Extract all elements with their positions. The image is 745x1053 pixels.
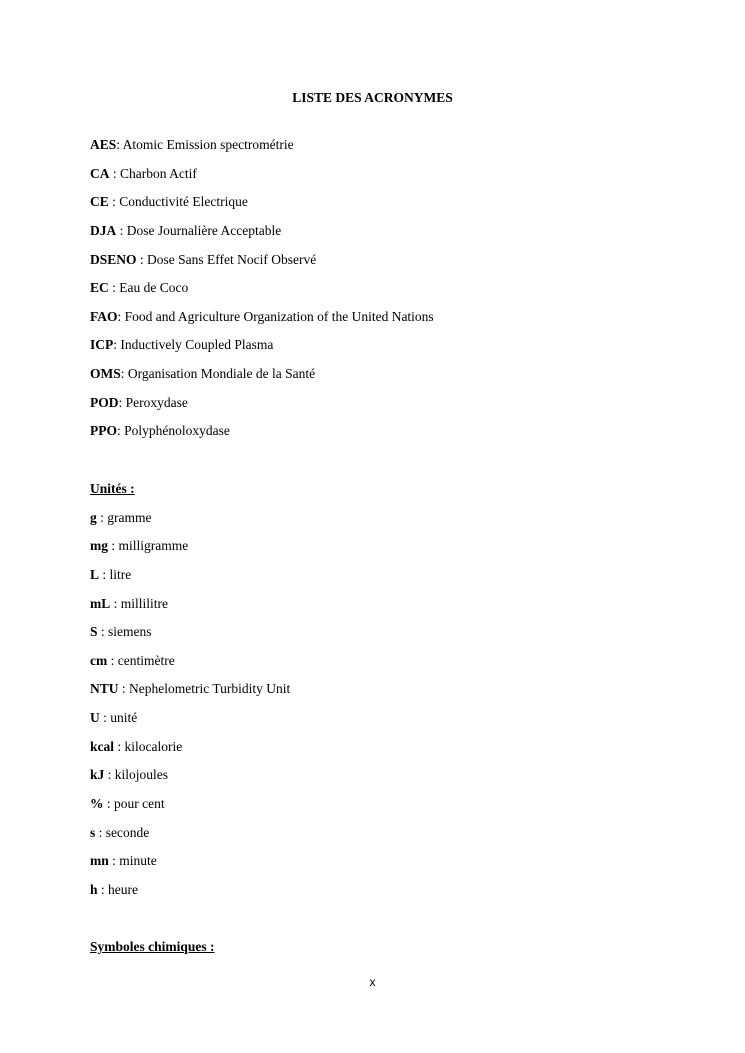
acronym-entry-definition: : Dose Journalière Acceptable: [116, 222, 282, 238]
unit-entry: [90, 766, 710, 795]
acronym-entry-definition: : Food and Agriculture Organization of the United Nations: [117, 308, 434, 324]
unit-entry-definition: : minute: [108, 853, 157, 869]
acronym-entry-definition: : Dose Sans Effet Nocif Observé: [136, 251, 317, 267]
unit-entry-definition: : litre: [99, 566, 132, 582]
unit-entry-definition: : seconde: [95, 824, 150, 840]
unit-entry-definition: : kilocalorie: [114, 738, 183, 754]
unit-entry: [90, 595, 710, 624]
acronym-entry-definition: : Peroxydase: [118, 394, 188, 410]
unit-entry-abbr: mL: [90, 595, 111, 611]
unit-entry-abbr: kcal: [90, 738, 115, 754]
acronym-entry-definition: : Atomic Emission spectrométrie: [116, 137, 294, 152]
acronym-entry-definition: : Conductivité Electrique: [108, 194, 248, 210]
acronym-entry-definition: : Charbon Actif: [109, 165, 197, 181]
acronym-entry: [90, 394, 710, 423]
chemical-symbols-heading: Symboles chimiques :: [90, 939, 215, 954]
unit-entry-definition: : milligramme: [108, 538, 189, 554]
page-number: x: [369, 975, 376, 989]
unit-entry-definition: : kilojoules: [104, 767, 169, 783]
acronym-entry-definition: : Eau de Coco: [108, 280, 189, 296]
unit-entry: [90, 824, 710, 853]
unit-entry-definition: : pour cent: [103, 796, 165, 812]
unit-entry-abbr: h: [90, 881, 98, 897]
unit-entry: [90, 881, 710, 910]
unit-entry-definition: : siemens: [97, 624, 152, 640]
acronym-entry: [90, 251, 710, 280]
unit-entry-abbr: s: [90, 824, 96, 840]
unit-entry-abbr: U: [90, 710, 100, 726]
unit-entry-definition: : Nephelometric Turbidity Unit: [118, 681, 291, 697]
acronym-entry-abbr: FAO: [90, 308, 118, 324]
unit-entry: [90, 623, 710, 652]
unit-entry-abbr: mn: [90, 853, 109, 869]
unit-entry-definition: : gramme: [96, 509, 152, 525]
acronym-entry-definition: : Polyphénoloxydase: [117, 423, 230, 439]
unit-entry-definition: : centimètre: [107, 652, 175, 668]
acronym-entry: [90, 136, 710, 165]
acronym-entry-abbr: DJA: [90, 222, 117, 238]
unit-entry-definition: : millilitre: [110, 595, 168, 611]
unit-entry-abbr: cm: [90, 652, 108, 668]
unit-entry: [90, 738, 710, 767]
unit-entry: [90, 566, 710, 595]
acronym-entry: [90, 308, 710, 337]
acronym-entry-abbr: CA: [90, 165, 110, 181]
acronym-entry: [90, 222, 710, 251]
acronym-entry: [90, 365, 710, 394]
units-list: [90, 480, 710, 910]
unit-entry-abbr: S: [90, 624, 98, 640]
units-heading: Unités :: [90, 481, 135, 496]
unit-entry: [90, 852, 710, 881]
unit-entry-abbr: L: [90, 566, 100, 582]
unit-entry-abbr: NTU: [90, 681, 119, 697]
acronym-entry-abbr: EC: [90, 280, 109, 296]
unit-entry: [90, 709, 710, 738]
unit-entry-abbr: %: [90, 796, 104, 812]
acronym-entry-abbr: DSENO: [90, 251, 137, 267]
acronym-entry-abbr: AES: [90, 137, 117, 152]
unit-entry: [90, 537, 710, 566]
unit-entry-abbr: g: [90, 509, 97, 525]
acronym-entry-definition: : Organisation Mondiale de la Santé: [120, 366, 316, 382]
acronym-entry-definition: : Inductively Coupled Plasma: [113, 337, 274, 353]
unit-entry-abbr: kJ: [90, 767, 105, 783]
acronym-entry: [90, 422, 710, 451]
acronym-entry-abbr: OMS: [90, 366, 121, 382]
page-title: LISTE DES ACRONYMES: [292, 90, 453, 105]
acronym-entry-abbr: CE: [90, 194, 109, 210]
unit-entry-definition: : heure: [97, 881, 138, 897]
acronym-entry: [90, 279, 710, 308]
unit-entry: [90, 680, 710, 709]
acronym-entry: [90, 193, 710, 222]
unit-entry: [90, 652, 710, 681]
unit-entry: [90, 509, 710, 538]
unit-entry: [90, 795, 710, 824]
acronym-entry-abbr: POD: [90, 394, 119, 410]
acronym-entry: [90, 165, 710, 194]
acronym-entry-abbr: ICP: [90, 337, 114, 353]
acronym-entry: [90, 336, 710, 365]
acronym-entry-abbr: PPO: [90, 423, 117, 439]
acronym-list: [90, 136, 710, 451]
unit-entry-definition: : unité: [99, 710, 138, 726]
unit-entry-abbr: mg: [90, 538, 108, 554]
